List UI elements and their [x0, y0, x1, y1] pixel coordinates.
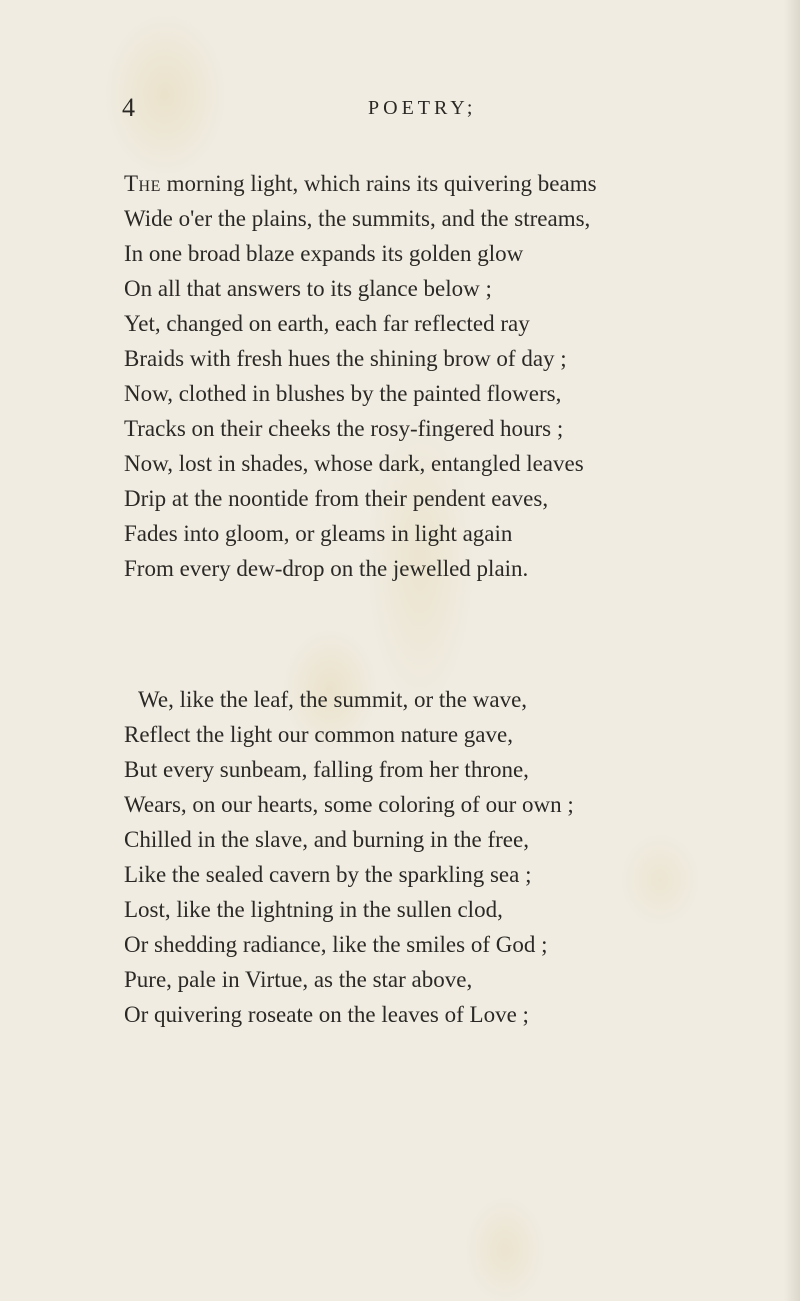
poem-line: Wide o'er the plains, the summits, and the streams, [124, 206, 591, 231]
poem-line: Reflect the light our common nature gave, [124, 722, 513, 747]
poem-line: Braids with fresh hues the shining brow of day ; [124, 346, 567, 371]
poem-line: Or quivering roseate on the leaves of Love ; [124, 1002, 529, 1027]
poem-line: But every sunbeam, falling from her throne, [124, 757, 529, 782]
stanza-2 [124, 682, 574, 1032]
stanza-1 [124, 166, 597, 586]
poem-line: Lost, like the lightning in the sullen clod, [124, 897, 503, 922]
poem-line: From every dew-drop on the jewelled plain. [124, 556, 529, 581]
poem-line: In one broad blaze expands its golden glow [124, 241, 524, 266]
running-head: POETRY; [368, 97, 477, 119]
page-number: 4 [122, 93, 135, 122]
poem-line: Fades into gloom, or gleams in light again [124, 521, 513, 546]
poem-line: Now, clothed in blushes by the painted flowers, [124, 381, 562, 406]
poem-line [124, 166, 597, 201]
poem-line: Chilled in the slave, and burning in the free, [124, 827, 529, 852]
poem-line: Now, lost in shades, whose dark, entangled leaves [124, 451, 584, 476]
opening-word: The [124, 171, 161, 196]
poem-line: Pure, pale in Virtue, as the star above, [124, 967, 473, 992]
poem-line: Drip at the noontide from their pendent eaves, [124, 486, 549, 511]
page-edge-shadow [784, 0, 800, 1301]
poem-line: Yet, changed on earth, each far reflected ray [124, 311, 530, 336]
poem-line: We, like the leaf, the summit, or the wave, [138, 687, 528, 712]
poem-line: Or shedding radiance, like the smiles of God ; [124, 932, 548, 957]
poem-line: Wears, on our hearts, some coloring of our own ; [124, 792, 574, 817]
poem-line: On all that answers to its glance below ; [124, 276, 492, 301]
poem-line: Tracks on their cheeks the rosy-fingered hours ; [124, 416, 564, 441]
first-line-text: morning light, which rains its quivering beams [160, 171, 597, 196]
poem-line: Like the sealed cavern by the sparkling sea ; [124, 862, 532, 887]
